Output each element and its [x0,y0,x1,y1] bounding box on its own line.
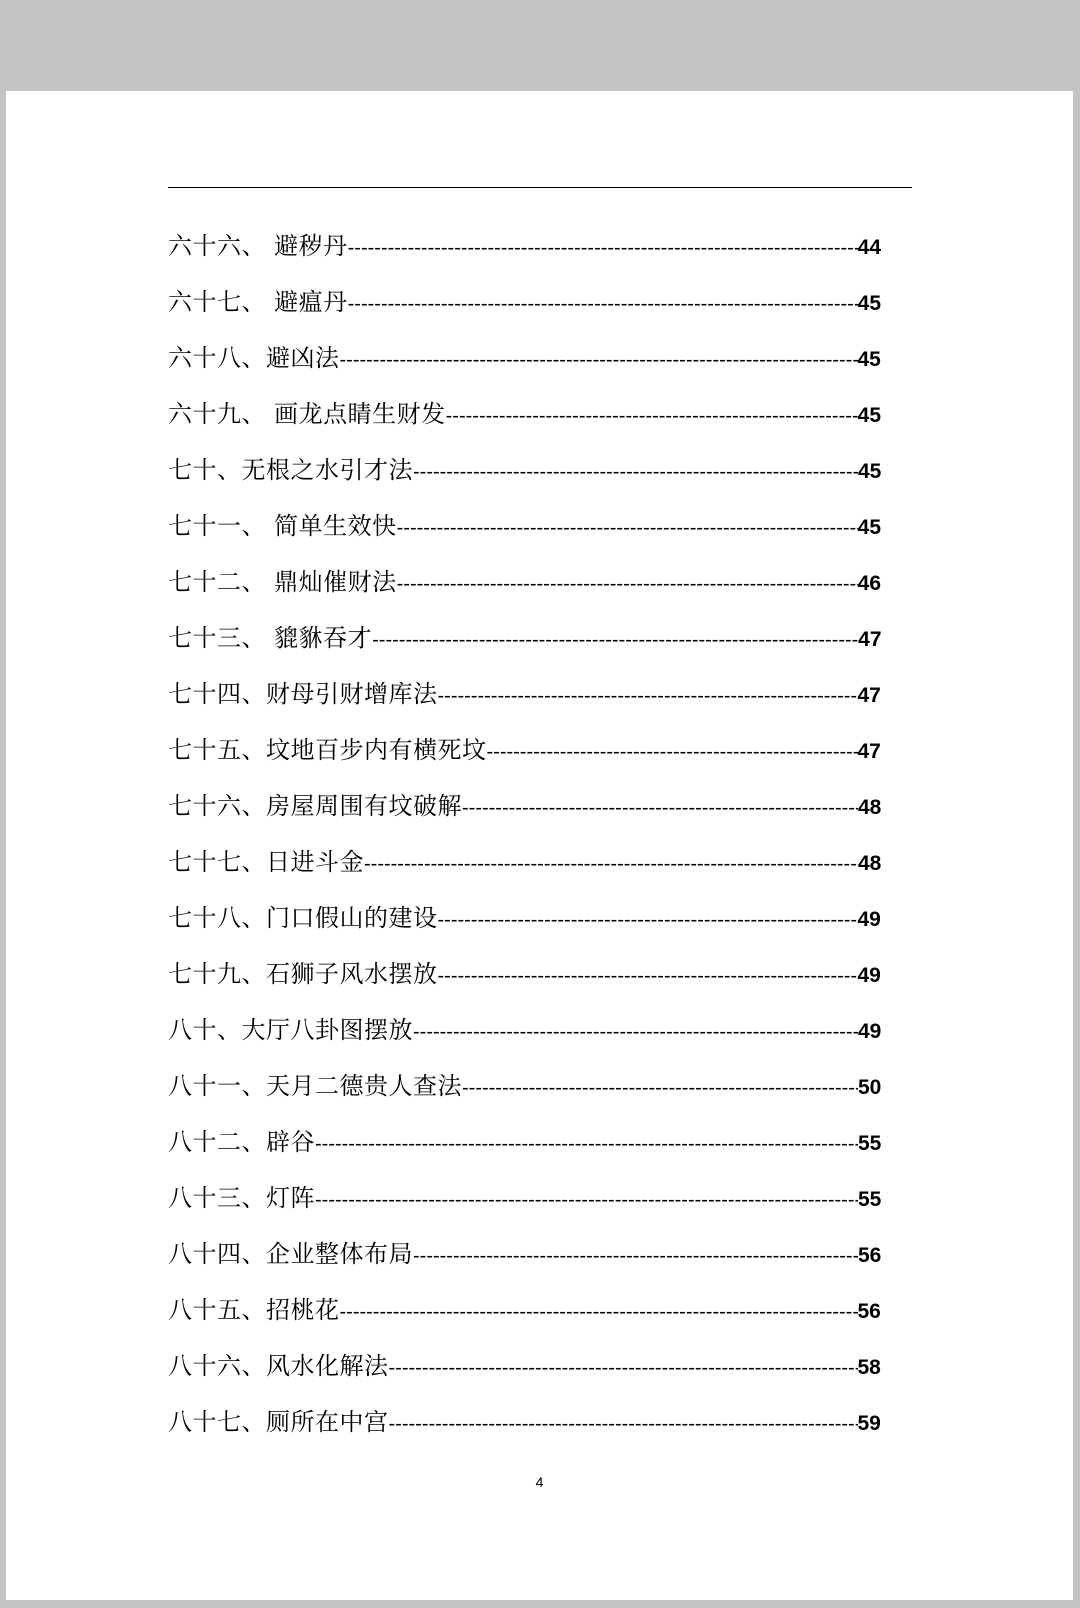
toc-entry-page: 46 [857,572,881,595]
toc-dot-leader [487,742,858,762]
toc-entry-page: 47 [857,684,881,707]
toc-dot-leader [446,406,858,426]
toc-entry-title: 八十三、灯阵 [168,1184,315,1212]
toc-entry-page: 55 [858,1132,882,1155]
table-of-contents [168,226,928,1458]
toc-dot-leader [389,1414,858,1434]
toc-entry-page: 49 [858,1020,882,1043]
toc-entry-page: 50 [858,1076,882,1099]
toc-entry-page: 45 [858,460,882,483]
toc-entry[interactable] [168,394,928,450]
toc-entry[interactable] [168,730,928,786]
toc-entry[interactable] [168,1122,928,1178]
toc-entry[interactable] [168,562,928,618]
toc-entry-title: 七十九、石狮子风水摆放 [168,960,438,988]
toc-dot-leader [438,966,858,986]
toc-entry[interactable] [168,1402,928,1458]
toc-dot-leader [397,574,858,594]
toc-entry[interactable] [168,1346,928,1402]
toc-entry-page: 56 [857,1300,881,1323]
toc-entry[interactable] [168,954,928,1010]
toc-dot-leader [413,1022,858,1042]
toc-entry-page: 44 [857,236,881,259]
toc-entry[interactable] [168,1234,928,1290]
toc-entry-page: 59 [857,1412,881,1435]
toc-entry[interactable] [168,842,928,898]
toc-dot-leader [413,1246,858,1266]
toc-dot-leader [389,1358,858,1378]
toc-entry[interactable] [168,1010,928,1066]
toc-dot-leader [397,518,858,538]
toc-entry-title: 六十八、避凶法 [168,344,340,372]
toc-entry-page: 47 [857,740,881,763]
toc-dot-leader [315,1190,858,1210]
toc-dot-leader [348,238,858,258]
toc-entry-title: 八十、大厅八卦图摆放 [168,1016,413,1044]
toc-entry[interactable] [168,450,928,506]
toc-entry[interactable] [168,674,928,730]
toc-dot-leader [413,462,858,482]
toc-entry-page: 48 [858,796,882,819]
toc-entry-title: 六十七、 避瘟丹 [168,288,348,316]
toc-entry-page: 58 [857,1356,881,1379]
toc-entry-title: 八十六、风水化解法 [168,1352,389,1380]
toc-dot-leader [348,294,858,314]
toc-entry-page: 45 [857,292,881,315]
toc-entry-title: 八十四、企业整体布局 [168,1240,413,1268]
toc-entry[interactable] [168,282,928,338]
toc-entry-page: 56 [858,1244,882,1267]
toc-entry-title: 七十、无根之水引才法 [168,456,413,484]
toc-entry[interactable] [168,898,928,954]
toc-entry-title: 七十一、 简单生效快 [168,512,397,540]
toc-entry-title: 七十五、坟地百步内有横死坟 [168,736,487,764]
toc-entry-page: 45 [857,348,881,371]
toc-entry[interactable] [168,1290,928,1346]
toc-entry-page: 55 [858,1188,882,1211]
toc-entry[interactable] [168,786,928,842]
toc-dot-leader [438,686,858,706]
toc-entry-title: 七十二、 鼎灿催财法 [168,568,397,596]
toc-entry-page: 47 [858,628,882,651]
page-number: 4 [535,1474,544,1490]
toc-entry[interactable] [168,618,928,674]
toc-entry-page: 45 [857,516,881,539]
toc-dot-leader [364,854,858,874]
toc-dot-leader [462,1078,858,1098]
toc-dot-leader [438,910,858,930]
toc-dot-leader [340,1302,858,1322]
document-page [6,91,1073,1600]
toc-entry-title: 七十三、 貔貅吞才 [168,624,373,652]
toc-entry-title: 八十七、厕所在中宫 [168,1408,389,1436]
toc-dot-leader [462,798,858,818]
toc-entry-title: 八十一、天月二德贵人查法 [168,1072,462,1100]
toc-entry-title: 八十五、招桃花 [168,1296,340,1324]
toc-entry-page: 49 [857,908,881,931]
toc-entry-title: 八十二、辟谷 [168,1128,315,1156]
toc-entry-title: 六十六、 避秽丹 [168,232,348,260]
toc-dot-leader [315,1134,858,1154]
toc-entry-title: 七十六、房屋周围有坟破解 [168,792,462,820]
toc-entry-page: 49 [857,964,881,987]
toc-entry[interactable] [168,338,928,394]
toc-entry[interactable] [168,1178,928,1234]
toc-dot-leader [372,630,858,650]
toc-entry-page: 48 [858,852,882,875]
toc-entry[interactable] [168,226,928,282]
toc-dot-leader [340,350,858,370]
header-rule [168,187,912,188]
toc-entry-title: 七十四、财母引财增库法 [168,680,438,708]
toc-entry[interactable] [168,506,928,562]
toc-entry-title: 七十八、门口假山的建设 [168,904,438,932]
toc-entry-page: 45 [857,404,881,427]
toc-entry-title: 六十九、 画龙点睛生财发 [168,400,446,428]
toc-entry[interactable] [168,1066,928,1122]
toc-entry-title: 七十七、日进斗金 [168,848,364,876]
